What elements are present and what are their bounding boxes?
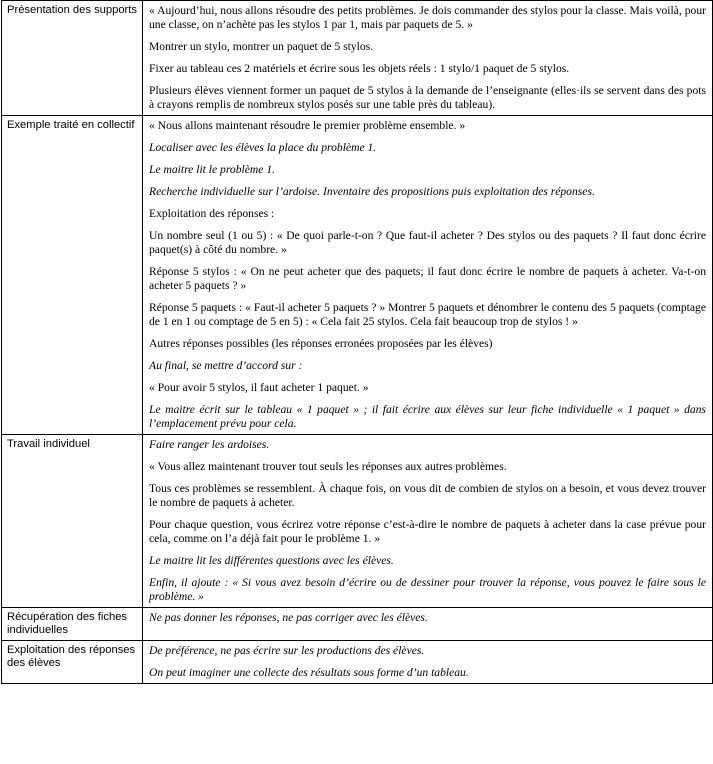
paragraph: Exploitation des réponses : <box>149 207 275 220</box>
row-label: Présentation des supports <box>2 1 143 116</box>
paragraph: Fixer au tableau ces 2 matériels et écrire sous les objets réels : 1 stylo/1 paquet de 5 stylos. <box>149 62 570 75</box>
paragraph: Montrer un stylo, montrer un paquet de 5 stylos. <box>149 40 374 53</box>
paragraph: Plusieurs élèves viennent former un paquet de 5 stylos à la demande de l’enseignante (elles·ils se servent dans des pots à crayons remplis de nombreux stylos posés sur une table près du tableau). <box>149 84 706 111</box>
paragraph: Localiser avec les élèves la place du problème 1. <box>149 141 377 154</box>
lesson-plan-body <box>2 1 713 684</box>
paragraph: Tous ces problèmes se ressemblent. À chaque fois, on vous dit de combien de stylos on a besoin, et vous devez trouver le nombre de paquets à acheter. <box>149 482 706 509</box>
row-content <box>143 1 713 116</box>
paragraph: Le maitre lit le problème 1. <box>149 163 276 176</box>
row-content <box>143 641 713 684</box>
table-row <box>2 608 713 641</box>
paragraph: « Nous allons maintenant résoudre le premier problème ensemble. » <box>149 119 466 132</box>
paragraph: De préférence, ne pas écrire sur les productions des élèves. <box>149 644 425 657</box>
paragraph: Réponse 5 paquets : « Faut-il acheter 5 paquets ? » Montrer 5 paquets et dénombrer le contenu des 5 paquets (comptage de 1 en 1 ou comptage de 5 en 5) : « Cela fait 25 stylos. Cela fait beaucoup trop de stylos ! » <box>149 301 706 328</box>
table-row <box>2 1 713 116</box>
paragraph: Le maitre écrit sur le tableau « 1 paquet » ; il fait écrire aux élèves sur leur fiche individuelle « 1 paquet » dans l’emplacement prévu pour cela. <box>149 403 706 430</box>
paragraph: Au final, se mettre d’accord sur : <box>149 359 303 372</box>
paragraph: Pour chaque question, vous écrirez votre réponse c’est-à-dire le nombre de paquets à acheter dans la case prévue pour cela, comme on l’a déjà fait pour le problème 1. » <box>149 518 706 545</box>
row-content <box>143 116 713 435</box>
paragraph: « Aujourd’hui, nous allons résoudre des petits problèmes. Je dois commander des stylos pour la classe. Mais voilà, pour une classe, on n’achète pas les stylos 1 par 1, mais par paquets de 5. » <box>149 4 706 31</box>
paragraph: « Pour avoir 5 stylos, il faut acheter 1 paquet. » <box>149 381 369 394</box>
paragraph: « Vous allez maintenant trouver tout seuls les réponses aux autres problèmes. <box>149 460 507 473</box>
row-label: Exploitation des réponses des élèves <box>2 641 143 684</box>
table-row <box>2 116 713 435</box>
paragraph: Enfin, il ajoute : « Si vous avez besoin d’écrire ou de dessiner pour trouver la réponse, vous pouvez le faire sous le problème. » <box>149 576 706 603</box>
row-label: Travail individuel <box>2 435 143 608</box>
paragraph: Un nombre seul (1 ou 5) : « De quoi parle-t-on ? Que faut-il acheter ? Des stylos ou des paquets ? Il faut donc écrire paquet(s) à côté du nombre. » <box>149 229 706 256</box>
lesson-plan-table <box>1 0 713 684</box>
paragraph: Recherche individuelle sur l’ardoise. Inventaire des propositions puis exploitation des réponses. <box>149 185 595 198</box>
paragraph: Le maitre lit les différentes questions avec les élèves. <box>149 554 394 567</box>
paragraph: Réponse 5 stylos : « On ne peut acheter que des paquets; il faut donc écrire le nombre de paquets à acheter. Va-t-on acheter 5 paquets ? » <box>149 265 706 292</box>
row-content <box>143 608 713 641</box>
table-row <box>2 435 713 608</box>
table-row <box>2 641 713 684</box>
paragraph: Ne pas donner les réponses, ne pas corriger avec les élèves. <box>149 611 428 624</box>
paragraph: Autres réponses possibles (les réponses erronées proposées par les élèves) <box>149 337 493 350</box>
paragraph: Faire ranger les ardoises. <box>149 438 270 451</box>
row-content <box>143 435 713 608</box>
paragraph: On peut imaginer une collecte des résultats sous forme d’un tableau. <box>149 666 469 679</box>
row-label: Exemple traité en collectif <box>2 116 143 435</box>
row-label: Récupération des fiches individuelles <box>2 608 143 641</box>
